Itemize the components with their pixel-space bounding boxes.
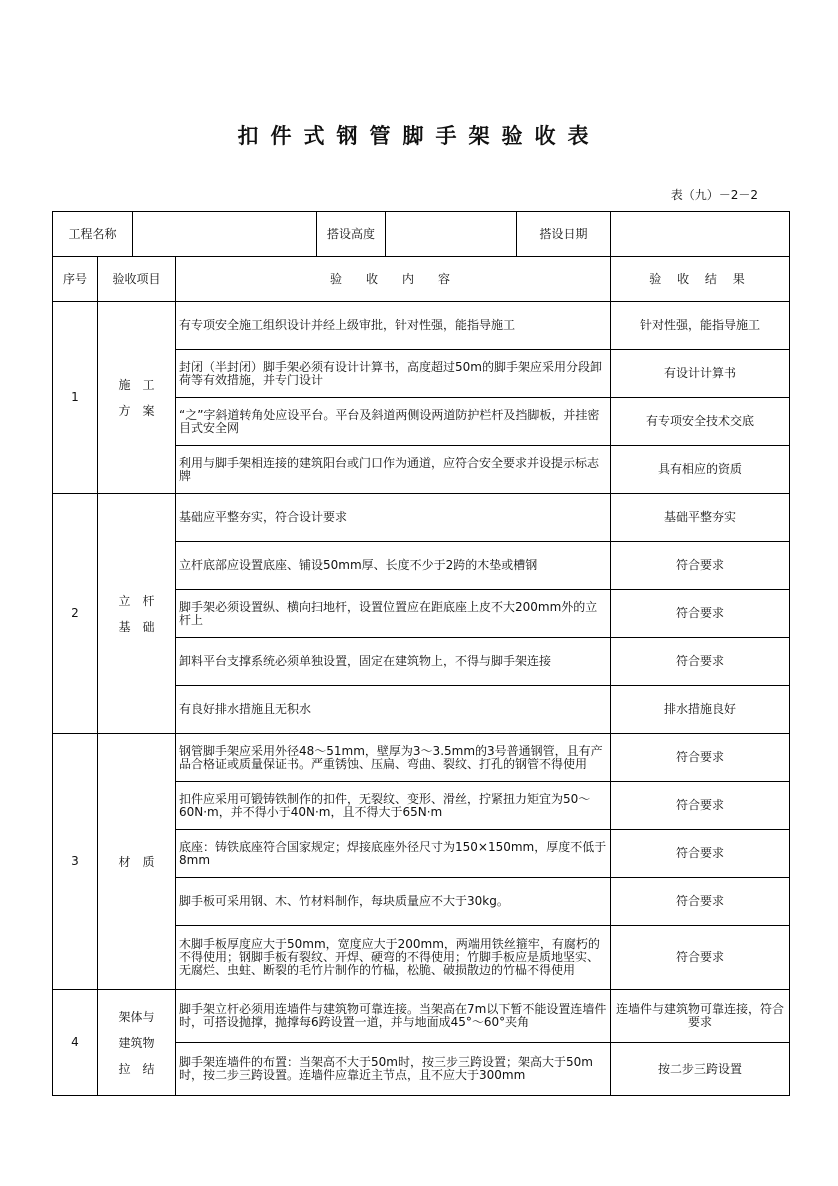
inspection-item: [98, 494, 176, 734]
inspection-content: 卸料平台支撑系统必须单独设置，固定在建筑物上，不得与脚手架连接: [176, 638, 611, 686]
inspection-content: 封闭（半封闭）脚手架必须有设计计算书，高度超过50m的脚手架应采用分段卸荷等有效措施，并专门设计: [176, 350, 611, 398]
inspection-result[interactable]: 符合要求: [611, 638, 790, 686]
inspection-result[interactable]: 按二步三跨设置: [611, 1043, 790, 1096]
inspection-result[interactable]: 排水措施良好: [611, 686, 790, 734]
height-label: 搭设高度: [317, 212, 386, 257]
inspection-content: 扣件应采用可锻铸铁制作的扣件，无裂纹、变形、滑丝，拧紧扭力矩宜为50～60N·m，并不得小于40N·m，且不得大于65N·m: [176, 782, 611, 830]
item-label-line: 材 质: [118, 854, 155, 869]
inspection-content: 底座：铸铁底座符合国家规定；焊接底座外径尺寸为150×150mm，厚度不低于8mm: [176, 830, 611, 878]
row-number: 2: [53, 494, 98, 734]
row-number: 1: [53, 302, 98, 494]
item-label-line: 拉 结: [118, 1061, 155, 1076]
inspection-result[interactable]: 具有相应的资质: [611, 446, 790, 494]
row-number: 4: [53, 990, 98, 1096]
date-label: 搭设日期: [517, 212, 611, 257]
inspection-result[interactable]: 符合要求: [611, 782, 790, 830]
header-content: 验 收 内 容: [176, 257, 611, 302]
table-row: [53, 734, 790, 782]
table-row: [53, 302, 790, 350]
table-row: [53, 494, 790, 542]
project-name-label: 工程名称: [53, 212, 133, 257]
inspection-result[interactable]: 符合要求: [611, 878, 790, 926]
inspection-content: 脚手架立杆必须用连墙件与建筑物可靠连接。当架高在7m以下暂不能设置连墙件时，可搭设抛撑，抛撑每6跨设置一道，并与地面成45°～60°夹角: [176, 990, 611, 1043]
project-name-field[interactable]: [133, 212, 317, 257]
inspection-content: 有良好排水措施且无积水: [176, 686, 611, 734]
inspection-content: “之”字斜道转角处应设平台。平台及斜道两侧设两道防护栏杆及挡脚板，并挂密目式安全网: [176, 398, 611, 446]
item-label-line: 基 础: [118, 619, 155, 634]
inspection-result[interactable]: 符合要求: [611, 590, 790, 638]
inspection-result[interactable]: 符合要求: [611, 542, 790, 590]
form-code: 表（九）－2－2: [670, 188, 758, 202]
header-result: 验 收 结 果: [611, 257, 790, 302]
row-number: 3: [53, 734, 98, 990]
inspection-content: 木脚手板厚度应大于50mm，宽度应大于200mm，两端用铁丝箍牢，有腐朽的不得使用；钢脚手板有裂纹、开焊、硬弯的不得使用；竹脚手板应是质地坚实、无腐烂、虫蛀、断裂的毛竹片制作的竹榀，松脆、破损散边的竹榀不得使用: [176, 926, 611, 990]
inspection-table: [52, 256, 790, 1096]
inspection-content: 立杆底部应设置底座、铺设50mm厚、长度不少于2跨的木垫或槽钢: [176, 542, 611, 590]
inspection-content: 利用与脚手架相连接的建筑阳台或门口作为通道，应符合安全要求并设提示标志牌: [176, 446, 611, 494]
inspection-item: [98, 734, 176, 990]
inspection-content: 脚手架连墙件的布置：当架高不大于50m时，按三步三跨设置；架高大于50m时，按二步三跨设置。连墙件应靠近主节点，且不应大于300mm: [176, 1043, 611, 1096]
inspection-result[interactable]: 符合要求: [611, 926, 790, 990]
date-field[interactable]: [611, 212, 790, 257]
inspection-result[interactable]: 有设计计算书: [611, 350, 790, 398]
info-table: [52, 211, 790, 257]
header-no: 序号: [53, 257, 98, 302]
inspection-content: 脚手架必须设置纵、横向扫地杆，设置位置应在距底座上皮不大200mm外的立杆上: [176, 590, 611, 638]
header-item: 验收项目: [98, 257, 176, 302]
inspection-result[interactable]: 基础平整夯实: [611, 494, 790, 542]
item-label-line: 架体与: [118, 1009, 155, 1024]
inspection-result[interactable]: 有专项安全技术交底: [611, 398, 790, 446]
inspection-content: 钢管脚手架应采用外径48～51mm，壁厚为3～3.5mm的3号普通钢管，且有产品合格证或质量保证书。严重锈蚀、压扁、弯曲、裂纹、打孔的钢管不得使用: [176, 734, 611, 782]
item-label-line: 建筑物: [118, 1035, 155, 1050]
inspection-item: [98, 302, 176, 494]
item-label-line: 立 杆: [118, 593, 155, 608]
item-label-line: 方 案: [118, 403, 155, 418]
inspection-content: 脚手板可采用钢、木、竹材料制作，每块质量应不大于30kg。: [176, 878, 611, 926]
inspection-result[interactable]: 连墙件与建筑物可靠连接，符合要求: [611, 990, 790, 1043]
page-title: 扣件式钢管脚手架验收表: [237, 124, 601, 148]
inspection-content: 有专项安全施工组织设计并经上级审批，针对性强，能指导施工: [176, 302, 611, 350]
inspection-result[interactable]: 符合要求: [611, 830, 790, 878]
item-label-line: 施 工: [118, 377, 155, 392]
inspection-result[interactable]: 符合要求: [611, 734, 790, 782]
inspection-result[interactable]: 针对性强，能指导施工: [611, 302, 790, 350]
inspection-content: 基础应平整夯实，符合设计要求: [176, 494, 611, 542]
height-field[interactable]: [386, 212, 517, 257]
table-row: [53, 990, 790, 1043]
inspection-item: [98, 990, 176, 1096]
